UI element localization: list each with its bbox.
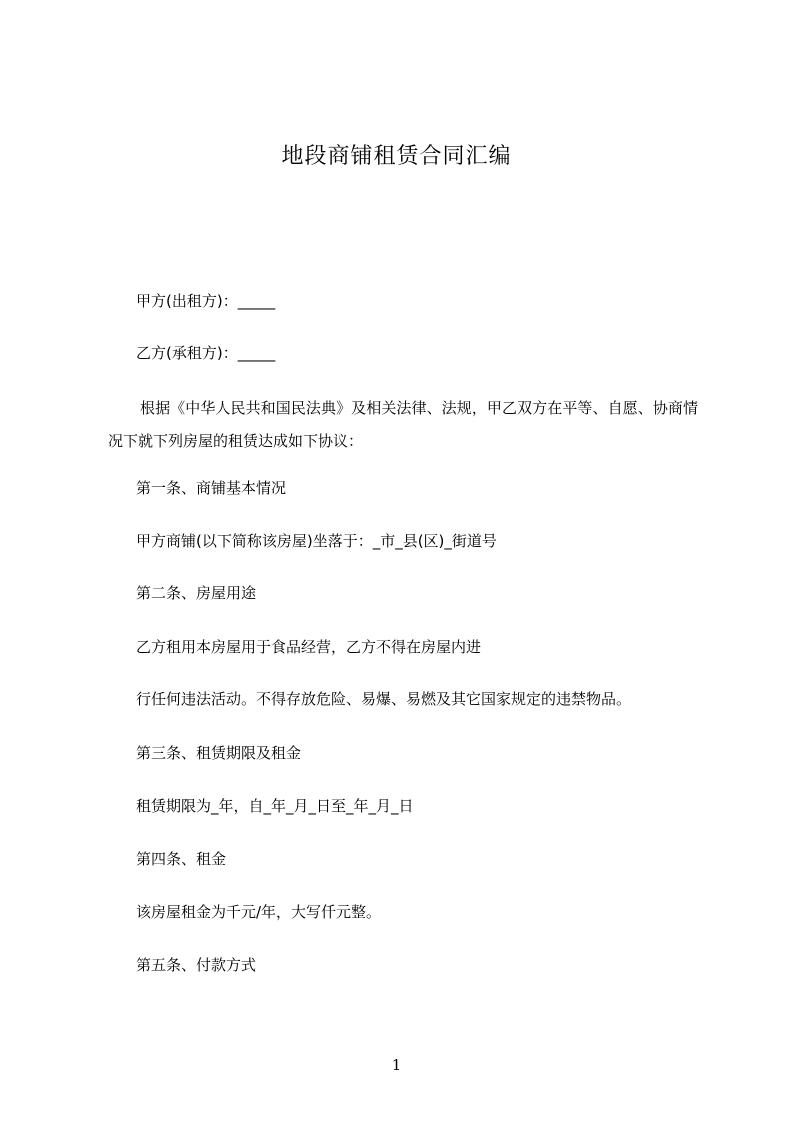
article-2-text-line-2: 行任何违法活动。不得存放危险、易爆、易燃及其它国家规定的违禁物品。 [136,690,632,708]
page-number: 1 [391,1056,402,1074]
document-title: 地段商铺租赁合同汇编 [281,144,512,169]
article-3-heading: 第三条、租赁期限及租金 [136,744,302,762]
article-2-heading: 第二条、房屋用途 [136,584,257,602]
article-3-text: 租赁期限为_年，自_年_月_日至_年_月_日 [136,797,414,815]
article-4-heading: 第四条、租金 [136,850,227,868]
party-a-line: 甲方(出租方)：_____ [136,292,276,310]
article-2-text-line-1: 乙方租用本房屋用于食品经营，乙方不得在房屋内进 [136,638,482,656]
article-4-text: 该房屋租金为千元/年，大写仟元整。 [136,903,382,921]
article-5-heading: 第五条、付款方式 [136,956,257,974]
preamble-paragraph: 根据《中华人民共和国民法典》及相关法律、法规，甲乙双方在平等、自愿、协商情况下就下列房屋的租赁达成如下协议： [108,399,698,450]
article-1-text: 甲方商铺(以下简称该房屋)坐落于：_市_县(区)_街道号 [136,532,497,550]
article-1-heading: 第一条、商铺基本情况 [136,479,287,497]
party-b-line: 乙方(承租方)：_____ [136,344,276,362]
